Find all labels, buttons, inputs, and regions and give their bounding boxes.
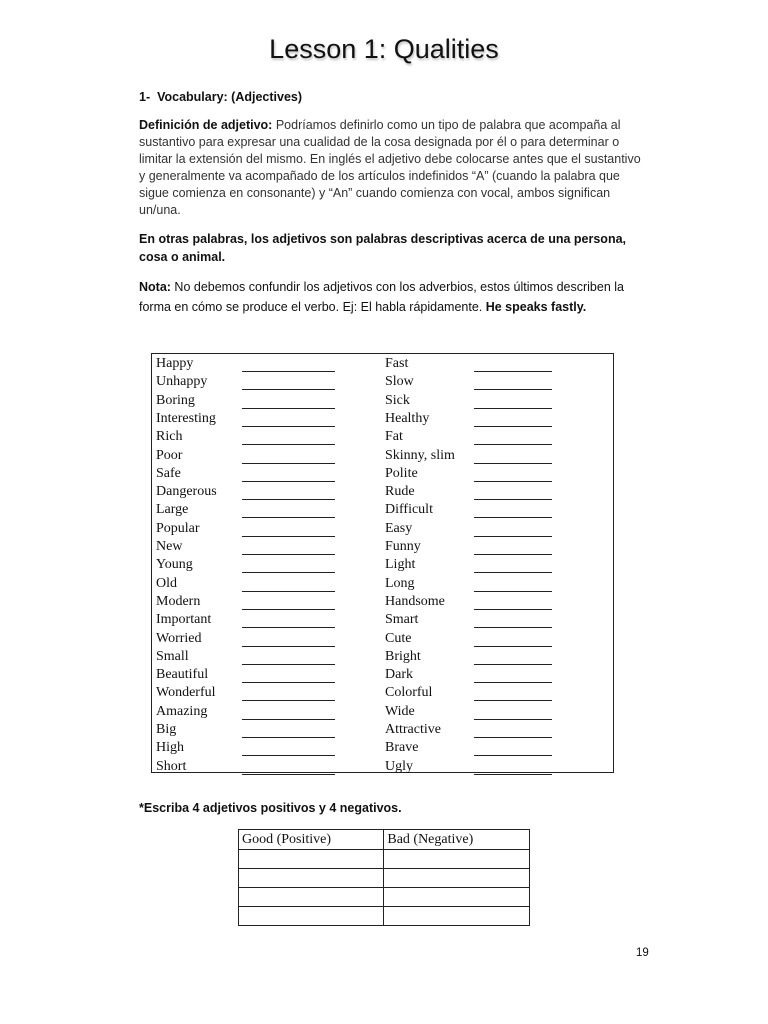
section-number: 1- <box>139 90 151 104</box>
vocab-word-left: Interesting <box>156 410 216 426</box>
vocab-word-left: Old <box>156 575 177 591</box>
vocab-word-right: Easy <box>385 520 413 536</box>
answer-blank[interactable] <box>474 700 552 701</box>
vocab-word-right: Light <box>385 557 416 573</box>
vocab-word-left: Modern <box>156 593 201 609</box>
answer-blank[interactable] <box>242 481 335 482</box>
vocab-word-left: Poor <box>156 447 183 463</box>
vocab-word-right: Difficult <box>385 502 433 518</box>
good-bad-table <box>238 829 530 926</box>
note-paragraph <box>139 277 649 317</box>
table-body <box>239 850 530 926</box>
good-answer-cell[interactable] <box>239 907 384 926</box>
vocab-word-right: Fat <box>385 429 403 445</box>
vocab-word-right: Polite <box>385 465 418 481</box>
vocab-word-right: Bright <box>385 648 421 664</box>
vocab-word-right: Ugly <box>385 758 413 774</box>
answer-blank[interactable] <box>474 719 552 720</box>
answer-blank[interactable] <box>242 755 335 756</box>
definition-text: Podríamos definirlo como un tipo de palabra que acompaña al sustantivo para expresar una cualidad de la cosa designada por él o para determinar o limitar la extensión del mismo. En inglés el adjetivo debe colocarse antes que el sustantivo y generalmente va acompañado de los artículos indefinidos “A” (cuando la palabra que sigue comienza en consonante) y “An” cuando comienza con vocal, ambos significan un/una. <box>139 118 641 217</box>
answer-blank[interactable] <box>242 554 335 555</box>
vocab-word-left: Boring <box>156 392 195 408</box>
answer-blank[interactable] <box>474 627 552 628</box>
note-example: He speaks fastly. <box>485 300 587 314</box>
answer-blank[interactable] <box>242 389 335 390</box>
bad-column-header: Bad (Negative) <box>384 830 530 850</box>
answer-blank[interactable] <box>474 408 552 409</box>
instruction-text: *Escriba 4 adjetivos positivos y 4 negativos. <box>139 801 402 815</box>
answer-blank[interactable] <box>474 774 552 775</box>
answer-blank[interactable] <box>242 536 335 537</box>
vocab-word-right: Sick <box>385 392 410 408</box>
answer-blank[interactable] <box>242 463 335 464</box>
vocab-word-left: Wonderful <box>156 685 216 701</box>
table-row <box>239 850 530 869</box>
answer-blank[interactable] <box>474 554 552 555</box>
answer-blank[interactable] <box>242 426 335 427</box>
answer-blank[interactable] <box>242 682 335 683</box>
note-label: Nota: <box>139 280 171 294</box>
answer-blank[interactable] <box>474 463 552 464</box>
vocab-word-right: Handsome <box>385 593 445 609</box>
answer-blank[interactable] <box>474 389 552 390</box>
good-answer-cell[interactable] <box>239 888 384 907</box>
vocab-word-left: Happy <box>156 356 194 371</box>
answer-blank[interactable] <box>242 774 335 775</box>
table-row <box>239 907 530 926</box>
vocab-word-right: Fast <box>385 356 409 371</box>
answer-blank[interactable] <box>242 517 335 518</box>
vocab-word-right: Colorful <box>385 685 433 701</box>
vocab-word-left: Big <box>156 722 177 737</box>
answer-blank[interactable] <box>242 627 335 628</box>
answer-blank[interactable] <box>474 591 552 592</box>
answer-blank[interactable] <box>474 755 552 756</box>
vocab-word-right: Smart <box>385 612 419 628</box>
answer-blank[interactable] <box>474 426 552 427</box>
vocab-word-left: Popular <box>156 520 200 536</box>
vocab-word-left: New <box>156 539 183 554</box>
answer-blank[interactable] <box>242 646 335 647</box>
page-title: Lesson 1: Qualities <box>269 34 499 64</box>
vocab-word-right: Wide <box>385 703 415 719</box>
answer-blank[interactable] <box>242 444 335 445</box>
vocab-word-right: Slow <box>385 374 414 390</box>
good-answer-cell[interactable] <box>239 850 384 869</box>
note-text: No debemos confundir los adjetivos con los adverbios, estos últimos describen la forma en cómo se produce el verbo. Ej: El habla rápidamente. <box>139 280 624 314</box>
answer-blank[interactable] <box>242 664 335 665</box>
vocab-word-left: Small <box>156 648 189 664</box>
answer-blank[interactable] <box>474 682 552 683</box>
answer-blank[interactable] <box>474 737 552 738</box>
vocab-word-left: Dangerous <box>156 484 217 500</box>
vocab-word-left: Beautiful <box>156 667 209 683</box>
vocab-word-right: Healthy <box>385 410 430 426</box>
answer-blank[interactable] <box>242 591 335 592</box>
page-number: 19 <box>636 947 649 959</box>
answer-blank[interactable] <box>242 499 335 500</box>
answer-blank[interactable] <box>242 719 335 720</box>
answer-blank[interactable] <box>474 517 552 518</box>
vocab-word-right: Brave <box>385 740 419 756</box>
bad-answer-cell[interactable] <box>384 850 530 869</box>
vocab-word-left: Young <box>156 557 193 573</box>
bad-answer-cell[interactable] <box>384 869 530 888</box>
answer-blank[interactable] <box>474 481 552 482</box>
other-words-paragraph: En otras palabras, los adjetivos son palabras descriptivas acerca de una persona, cosa o animal. <box>139 232 627 264</box>
vocab-word-left: Unhappy <box>156 374 208 390</box>
answer-blank[interactable] <box>474 572 552 573</box>
answer-blank[interactable] <box>474 444 552 445</box>
answer-blank[interactable] <box>242 700 335 701</box>
answer-blank[interactable] <box>474 664 552 665</box>
vocab-word-left: Short <box>156 758 187 774</box>
vocab-word-left: Safe <box>156 465 181 481</box>
answer-blank[interactable] <box>242 609 335 610</box>
table-header-row <box>239 830 530 850</box>
vocab-word-left: Worried <box>156 630 202 646</box>
answer-blank[interactable] <box>242 737 335 738</box>
section-heading <box>139 90 302 104</box>
definition-paragraph <box>139 117 649 219</box>
vocab-word-left: Amazing <box>156 703 208 719</box>
table-row <box>239 869 530 888</box>
answer-blank[interactable] <box>242 572 335 573</box>
vocab-word-right: Skinny, slim <box>385 447 455 463</box>
vocab-word-right: Funny <box>385 539 421 554</box>
answer-blank[interactable] <box>474 371 552 372</box>
good-answer-cell[interactable] <box>239 869 384 888</box>
answer-blank[interactable] <box>474 499 552 500</box>
bad-answer-cell[interactable] <box>384 907 530 926</box>
section-title: Vocabulary: (Adjectives) <box>157 90 303 104</box>
vocab-word-left: Rich <box>156 429 183 445</box>
answer-blank[interactable] <box>242 408 335 409</box>
vocabulary-box <box>151 353 614 773</box>
vocab-word-right: Attractive <box>385 722 441 737</box>
table-row <box>239 888 530 907</box>
vocab-word-left: High <box>156 740 184 756</box>
answer-blank[interactable] <box>474 609 552 610</box>
vocab-word-left: Important <box>156 612 212 628</box>
bad-answer-cell[interactable] <box>384 888 530 907</box>
vocab-word-right: Dark <box>385 667 413 683</box>
answer-blank[interactable] <box>474 536 552 537</box>
vocab-word-right: Rude <box>385 484 415 500</box>
vocab-word-left: Large <box>156 502 189 518</box>
vocab-word-right: Long <box>385 575 415 591</box>
good-column-header: Good (Positive) <box>239 830 384 850</box>
answer-blank[interactable] <box>242 371 335 372</box>
definition-label: Definición de adjetivo: <box>139 118 273 132</box>
vocab-word-right: Cute <box>385 630 412 646</box>
answer-blank[interactable] <box>474 646 552 647</box>
